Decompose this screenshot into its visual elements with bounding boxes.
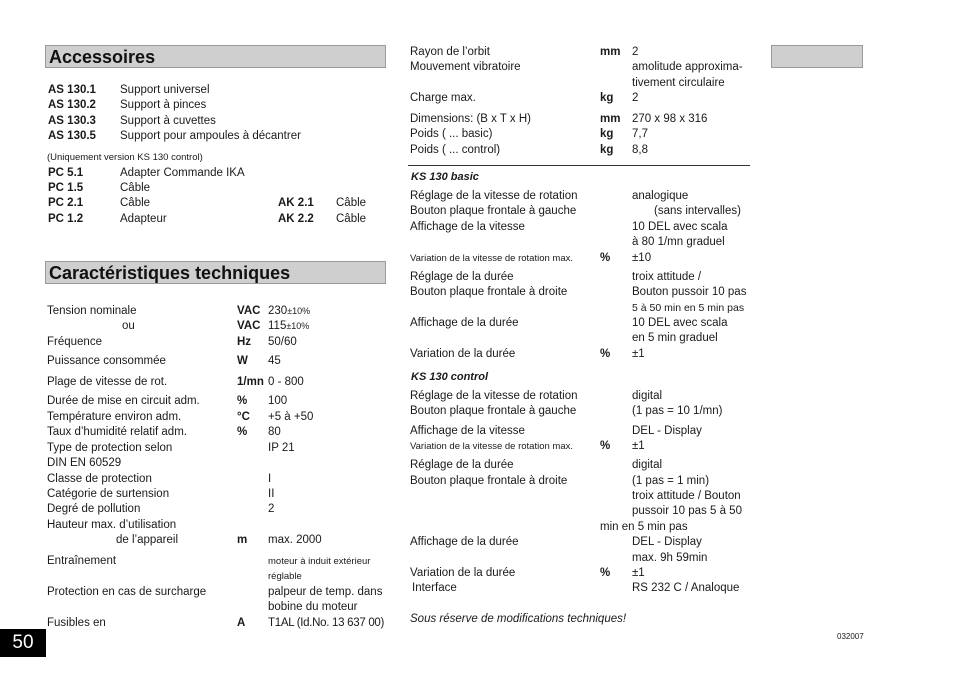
spec-value: 10 DEL avec scala: [632, 317, 728, 329]
spec-unit: A: [237, 617, 246, 629]
spec-value: (1 pas = 1 min): [632, 475, 710, 487]
spec-value: DEL - Display: [632, 425, 702, 437]
spec-label: DIN EN 60529: [47, 457, 122, 469]
spec-label: Plage de vitesse de rot.: [47, 376, 168, 388]
spec-value: bobine du moteur: [268, 601, 358, 613]
control-version-note: (Uniquement version KS 130 control): [47, 152, 203, 163]
accessory-code: PC 1.5: [48, 182, 84, 194]
spec-value: palpeur de temp. dans: [268, 586, 383, 598]
spec-value: réglable: [268, 571, 302, 582]
spec-label: Puissance consommée: [47, 355, 166, 367]
spec-label: Réglage de la durée: [410, 271, 514, 283]
accessory-label: Support à cuvettes: [120, 115, 216, 127]
spec-value: en 5 min graduel: [632, 332, 718, 344]
spec-label: Réglage de la vitesse de rotation: [410, 390, 578, 402]
spec-label: Variation de la durée: [410, 348, 516, 360]
spec-label: Affichage de la vitesse: [410, 425, 525, 437]
section-divider: [408, 165, 750, 166]
spec-value: 5 à 50 min en 5 min pas: [632, 302, 745, 314]
spec-label: Interface: [412, 582, 457, 594]
accessory-label: Câble: [336, 197, 367, 209]
spec-value: IP 21: [268, 442, 295, 454]
spec-label: Poids ( ... basic): [410, 128, 493, 140]
spec-value: T1AL (Id.No. 13 637 00): [268, 617, 385, 629]
accessory-code: AK 2.2: [278, 213, 314, 225]
spec-value: max. 2000: [268, 534, 322, 546]
spec-value: (1 pas = 10 1/mn): [632, 405, 723, 417]
spec-value: 115±10%: [268, 320, 310, 332]
accessory-code: PC 1.2: [48, 213, 84, 225]
accessory-label: Support universel: [120, 84, 210, 96]
spec-label: Affichage de la vitesse: [410, 221, 525, 233]
spec-label: Fréquence: [47, 336, 102, 348]
page-number: 50: [0, 629, 46, 657]
spec-value: digital: [632, 459, 663, 471]
spec-label: Variation de la vitesse de rotation max.: [410, 441, 573, 452]
spec-value: à 80 1/mn graduel: [632, 236, 725, 248]
accessory-label: Support à pinces: [120, 99, 207, 111]
spec-label: Bouton plaque frontale à gauche: [410, 205, 577, 217]
spec-value: ±1: [632, 348, 645, 360]
spec-label: ou: [122, 320, 135, 332]
spec-label: Variation de la durée: [410, 567, 516, 579]
spec-unit: VAC: [237, 320, 261, 332]
spec-label: Variation de la vitesse de rotation max.: [410, 253, 573, 264]
accessories-title: Accessoires: [49, 47, 156, 67]
spec-unit: %: [237, 426, 248, 438]
spec-value: 2: [268, 503, 275, 515]
spec-unit: °C: [237, 411, 250, 423]
spec-value: troix attitude / Bouton: [632, 490, 741, 502]
spec-label: Bouton plaque frontale à droite: [410, 475, 568, 487]
accessory-label: Adapteur: [120, 213, 167, 225]
accessory-label: Câble: [120, 182, 151, 194]
spec-label: Tension nominale: [47, 305, 137, 317]
spec-value: +5 à +50: [268, 411, 314, 423]
spec-value: Bouton pussoir 10 pas: [632, 286, 747, 298]
spec-unit: kg: [600, 144, 614, 156]
spec-label: Catégorie de surtension: [47, 488, 170, 500]
spec-value: min en 5 min pas: [600, 521, 688, 533]
spec-value: digital: [632, 390, 663, 402]
spec-label: Entraînement: [47, 555, 117, 567]
technical-changes-note: Sous réserve de modifications techniques!: [410, 613, 627, 625]
spec-label: Affichage de la durée: [410, 536, 519, 548]
spec-value: 0 - 800: [268, 376, 304, 388]
spec-unit: kg: [600, 92, 614, 104]
accessories-header: [45, 45, 386, 68]
spec-value: RS 232 C / Analoque: [632, 582, 740, 594]
accessory-code: PC 5.1: [48, 167, 84, 179]
spec-value: ±10: [632, 252, 652, 264]
spec-unit: kg: [600, 128, 614, 140]
spec-label: Réglage de la vitesse de rotation: [410, 190, 578, 202]
accessory-label: Adapter Commande IKA: [120, 167, 245, 179]
spec-label: Dimensions: (B x T x H): [410, 113, 531, 125]
spec-label: Réglage de la durée: [410, 459, 514, 471]
spec-label: Degré de pollution: [47, 503, 141, 515]
spec-value: 270 x 98 x 316: [632, 113, 708, 125]
spec-value: ±1: [632, 567, 645, 579]
spec-value: ±1: [632, 440, 645, 452]
spec-unit: Hz: [237, 336, 252, 348]
tech-title: Caractéristiques techniques: [49, 263, 291, 283]
spec-label: Bouton plaque frontale à droite: [410, 286, 568, 298]
spec-unit: VAC: [237, 305, 261, 317]
spec-unit: 1/mn: [237, 376, 264, 388]
spec-label: Classe de protection: [47, 473, 152, 485]
spec-label: Mouvement vibratoire: [410, 61, 521, 73]
spec-value: analogique: [632, 190, 689, 202]
spec-unit: %: [600, 252, 611, 264]
spec-value: 7,7: [632, 128, 648, 140]
spec-value: DEL - Display: [632, 536, 702, 548]
spec-label: Bouton plaque frontale à gauche: [410, 405, 577, 417]
spec-unit: %: [600, 567, 611, 579]
spec-value: troix attitude /: [632, 271, 702, 283]
spec-value: 80: [268, 426, 281, 438]
spec-unit: %: [237, 395, 248, 407]
spec-unit: mm: [600, 113, 621, 125]
spec-label: Poids ( ... control): [410, 144, 501, 156]
accessory-code: PC 2.1: [48, 197, 84, 209]
basic-section-title: KS 130 basic: [411, 171, 479, 183]
tech-header: [45, 261, 386, 284]
accessory-code: AS 130.5: [48, 130, 96, 142]
control-section-title: KS 130 control: [411, 371, 489, 383]
spec-value: pussoir 10 pas 5 à 50: [632, 505, 742, 517]
spec-label: Température environ adm.: [47, 411, 182, 423]
spec-label: Affichage de la durée: [410, 317, 519, 329]
spec-value: 100: [268, 395, 288, 407]
right-column-header-bar: [771, 45, 863, 68]
spec-label: de l’appareil: [116, 534, 179, 546]
spec-value: moteur à induit extérieur: [268, 556, 371, 567]
spec-value: II: [268, 488, 275, 500]
spec-unit: %: [600, 440, 611, 452]
spec-value: (sans intervalles): [654, 205, 741, 217]
spec-label: Type de protection selon: [47, 442, 173, 454]
accessory-code: AS 130.3: [48, 115, 96, 127]
spec-unit: %: [600, 348, 611, 360]
accessory-label: Câble: [336, 213, 367, 225]
spec-label: Fusibles en: [47, 617, 106, 629]
spec-label: Protection en cas de surcharge: [47, 586, 207, 598]
spec-value: 8,8: [632, 144, 648, 156]
spec-label: Durée de mise en circuit adm.: [47, 395, 200, 407]
spec-value: 2: [632, 46, 639, 58]
footer-code: 032007: [837, 632, 864, 641]
spec-value: 10 DEL avec scala: [632, 221, 728, 233]
spec-label: Charge max.: [410, 92, 476, 104]
spec-value: 50/60: [268, 336, 297, 348]
spec-value: max. 9h 59min: [632, 552, 708, 564]
spec-value: I: [268, 473, 272, 485]
spec-value: 45: [268, 355, 281, 367]
spec-unit: m: [237, 534, 248, 546]
spec-label: Rayon de l’orbit: [410, 46, 490, 58]
spec-value: tivement circulaire: [632, 77, 725, 89]
spec-value: amolitude approxima-: [632, 61, 743, 73]
spec-label: Taux d’humidité relatif adm.: [47, 426, 187, 438]
accessory-code: AK 2.1: [278, 197, 314, 209]
spec-value: 2: [632, 92, 639, 104]
accessory-label: Support pour ampoules à décantrer: [120, 130, 301, 142]
accessory-code: AS 130.2: [48, 99, 96, 111]
accessory-label: Câble: [120, 197, 151, 209]
spec-value: 230±10%: [268, 305, 311, 317]
spec-unit: W: [237, 355, 248, 367]
spec-label: Hauteur max. d’utilisation: [47, 519, 177, 531]
spec-unit: mm: [600, 46, 621, 58]
accessory-code: AS 130.1: [48, 84, 96, 96]
